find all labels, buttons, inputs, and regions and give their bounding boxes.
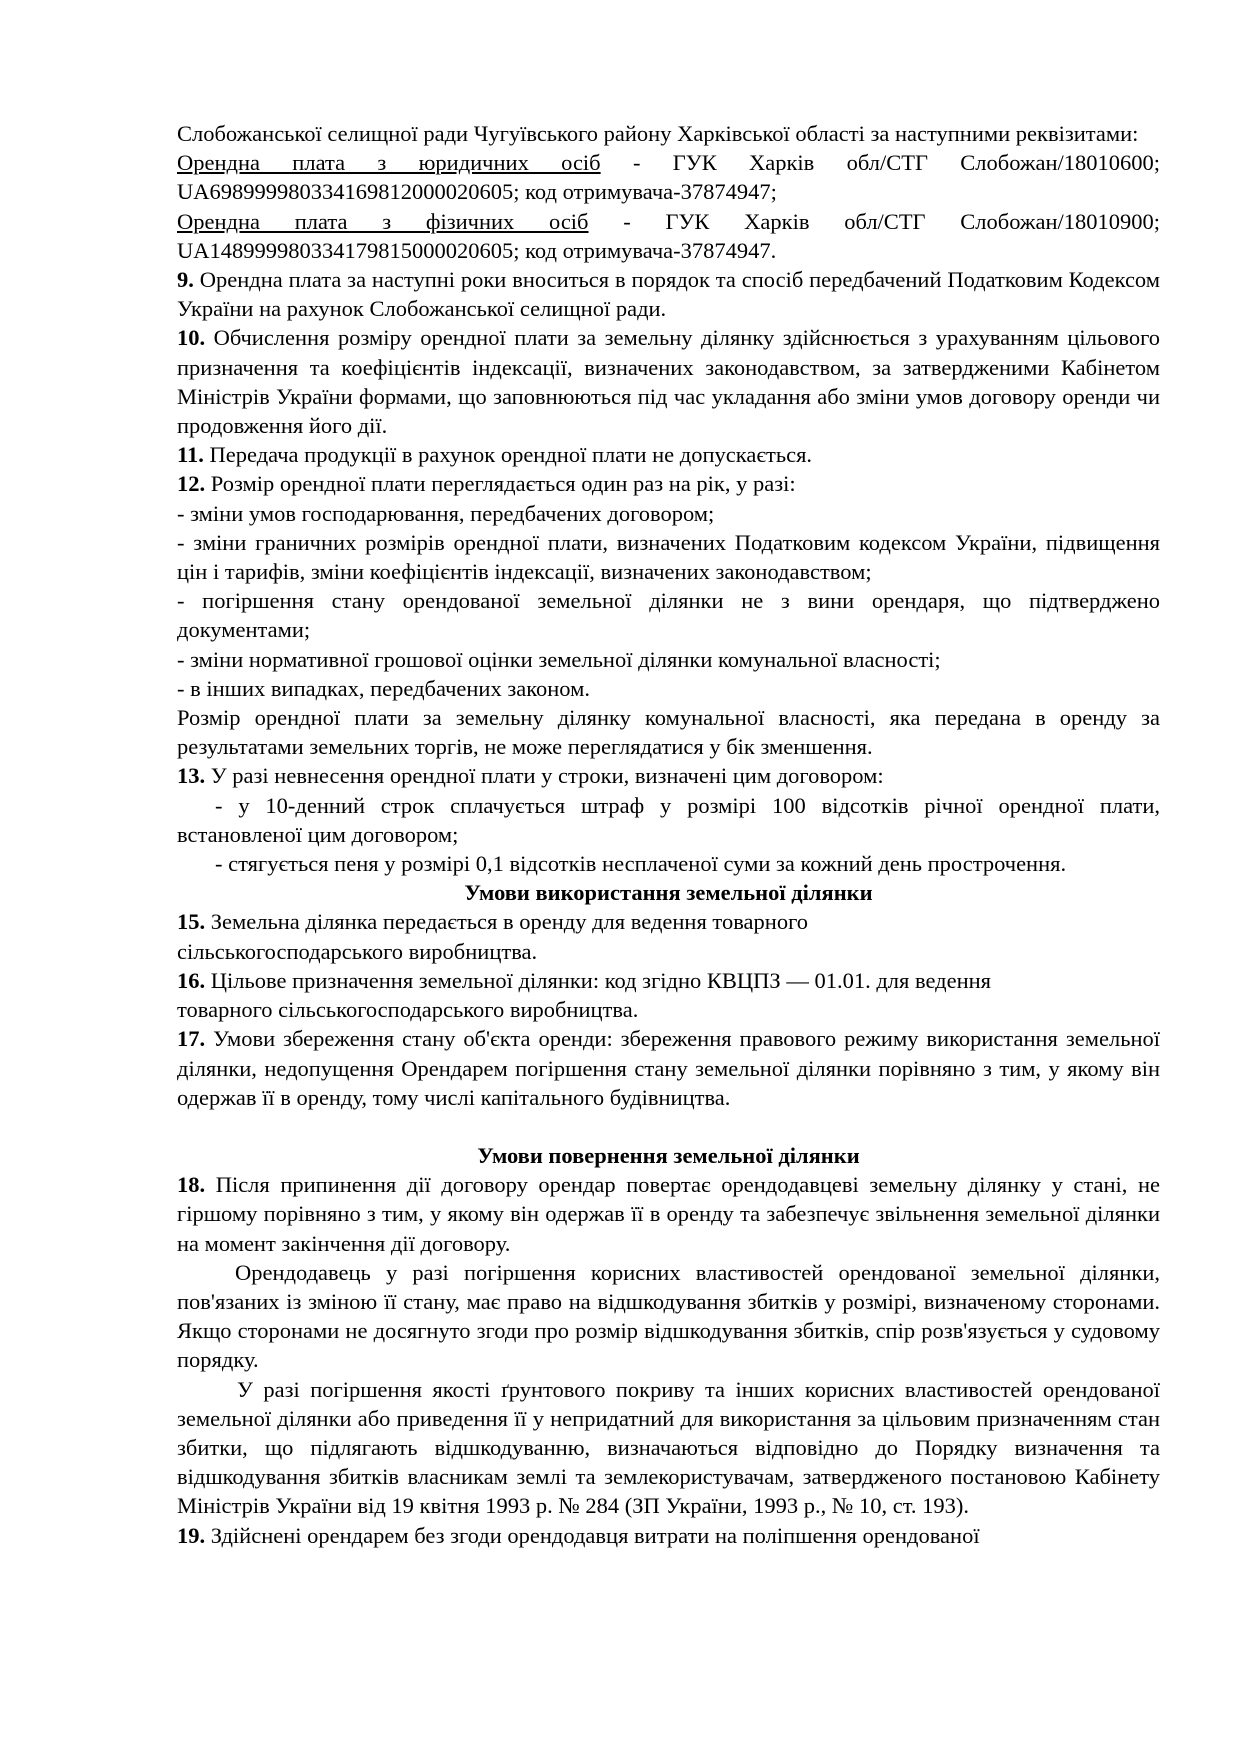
clause-13-text: У разі невнесення орендної плати у строки, визначені цим договором: <box>205 763 884 789</box>
section-heading-return: Умови повернення земельної ділянки <box>477 1142 860 1168</box>
rent-legal-paragraph <box>177 148 1160 206</box>
clause-10 <box>177 323 1160 440</box>
clause-16 <box>177 966 1160 995</box>
clause-11 <box>177 440 1160 469</box>
rent-legal-details: - ГУК Харків обл/СТГ Слобожан/18010600; UA698999980334169812000020605; код отримувача-37874947; <box>177 150 1160 205</box>
clause-19-text: Здійснені орендарем без згоди орендодавця витрати на поліпшення орендованої <box>205 1522 980 1548</box>
blank-line <box>177 1112 1160 1141</box>
clause-15-text: Земельна ділянка передається в оренду для ведення товарного <box>205 909 808 935</box>
clause-17-text: Умови збереження стану об'єкта оренди: збереження правового режиму використання земельної ділянки, недопущення Орендарем погіршення стану земельної ділянки порівняно з тим, у якому він одержав її в оренду, тому числі капітального будівництва. <box>177 1026 1160 1110</box>
clause-17 <box>177 1024 1160 1112</box>
clause-18-text: Після припинення дії договору орендар повертає орендодавцеві земельну ділянку у стані, не гіршому порівняно з тим, у якому він одержав її в оренду та забезпечує звільнення земельної ділянки на момент закінчення дії договору. <box>177 1172 1160 1256</box>
section-heading-use: Умови використання земельної ділянки <box>464 880 873 906</box>
clause-9-text: Орендна плата за наступні роки вноситься в порядок та спосіб передбачений Податковим Кодексом України на рахунок Слобожанської селищної ради. <box>177 267 1160 322</box>
clause-13-number: 13. <box>177 763 206 789</box>
clause-13-item: - стягується пеня у розмірі 0,1 відсотків несплаченої суми за кожний день прострочення. <box>215 851 1067 877</box>
rent-individual-details: - ГУК Харків обл/СТГ Слобожан/18010900; UA148999980334179815000020605; код отримувача-37874947. <box>177 208 1161 263</box>
rent-individual-paragraph <box>177 207 1160 265</box>
rent-legal-label: Орендна плата з юридичних осіб <box>177 150 601 176</box>
clause-17-number: 17. <box>177 1026 206 1052</box>
clause-18-number: 18. <box>177 1172 206 1198</box>
clause-10-number: 10. <box>177 325 206 351</box>
page-content <box>177 119 1160 1550</box>
clause-19 <box>177 1521 1160 1550</box>
clause-18 <box>177 1170 1160 1258</box>
clause-9-number: 9. <box>177 267 194 293</box>
clause-16-number: 16. <box>177 967 206 993</box>
clause-12-item: - зміни нормативної грошової оцінки земельної ділянки комунальної власності; <box>177 646 941 672</box>
clause-12 <box>177 469 1160 498</box>
clause-16-text: Цільове призначення земельної ділянки: код згідно КВЦПЗ — 01.01. для ведення <box>205 967 992 993</box>
clause-9 <box>177 265 1160 323</box>
clause-15 <box>177 907 1160 936</box>
clause-12-text: Розмір орендної плати переглядається один раз на рік, у разі: <box>205 471 796 497</box>
clause-10-text: Обчислення розміру орендної плати за земельну ділянку здійснюється з урахуванням цільового призначення та коефіцієнтів індексації, визначених законодавством, за затвердженими Кабінетом Міністрів України формами, що заповнюються під час укладання або зміни умов договору оренди чи продовження його дії. <box>177 325 1160 439</box>
clause-12-item: - погіршення стану орендованої земельної ділянки не з вини орендаря, що підтверджено документами; <box>177 588 1160 643</box>
clause-12-note: Розмір орендної плати за земельну ділянку комунальної власності, яка передана в оренду за результатами земельних торгів, не може переглядатися у бік зменшення. <box>177 705 1160 760</box>
intro-paragraph: Слобожанської селищної ради Чугуївського району Харківської області за наступними реквізитами: <box>177 121 1139 146</box>
clause-18-paragraph-2: Орендодавець у разі погіршення корисних властивостей орендованої земельної ділянки, пов'язаних із зміною її стану, має право на відшкодування збитків у розмірі, визначеному сторонами. Якщо сторонами не досягнуто згоди про розмір відшкодування збитків, спір розв'язується у судовому порядку. <box>177 1259 1160 1373</box>
clause-15-continuation: сільськогосподарського виробництва. <box>177 938 538 964</box>
clause-19-number: 19. <box>177 1522 206 1548</box>
clause-13 <box>177 761 1160 790</box>
clause-12-number: 12. <box>177 471 206 497</box>
rent-individual-label: Орендна плата з фізичних осіб <box>177 208 589 234</box>
clause-11-text: Передача продукції в рахунок орендної плати не допускається. <box>203 442 813 468</box>
clause-12-item: - в інших випадках, передбачених законом. <box>177 675 590 701</box>
clause-16-continuation: товарного сільськогосподарського виробництва. <box>177 997 639 1023</box>
clause-15-number: 15. <box>177 909 206 935</box>
clause-13-item: - у 10-денний строк сплачується штраф у розмірі 100 відсотків річної орендної плати, встановленої цим договором; <box>177 792 1160 847</box>
clause-12-item: - зміни умов господарювання, передбачених договором; <box>177 500 715 526</box>
clause-11-number: 11. <box>177 442 204 468</box>
clause-12-item: - зміни граничних розмірів орендної плати, визначених Податковим кодексом України, підвищення цін і тарифів, зміни коефіцієнтів індексації, визначених законодавством; <box>177 529 1160 585</box>
clause-18-paragraph-3: У разі погіршення якості ґрунтового покриву та інших корисних властивостей орендованої земельної ділянки або приведення її у непридатний для використання за цільовим призначенням стан збитки, що підлягають відшкодуванню, визначаються відповідно до Порядку визначення та відшкодування збитків власникам землі та землекористувачам, затвердженого постановою Кабінету Міністрів України від 19 квітня 1993 р. № 284 (ЗП України, 1993 р., № 10, ст. 193). <box>177 1376 1160 1519</box>
